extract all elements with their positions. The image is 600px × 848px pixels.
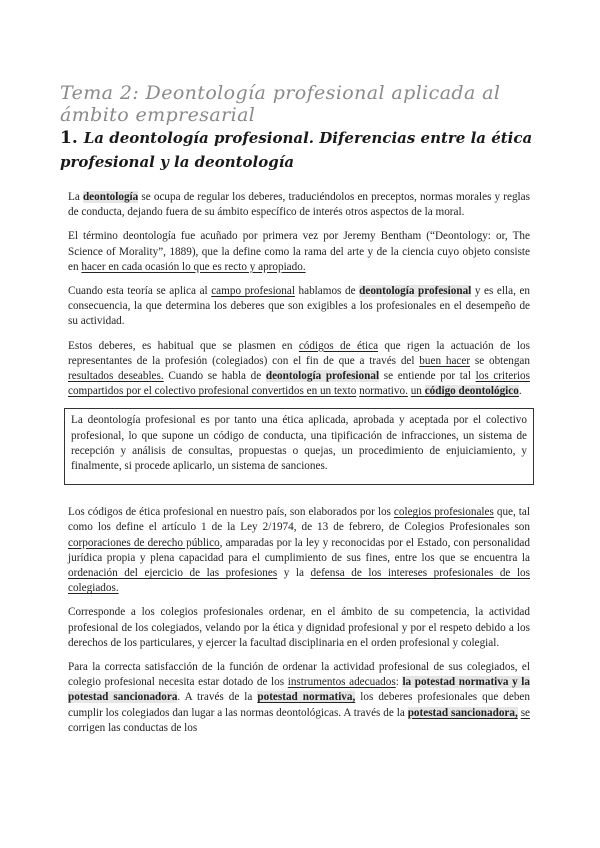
text-run: se entiende por tal [379,370,476,383]
underlined-phrase: códigos de ética [298,339,379,352]
highlight-term: potestad sancionadora, [407,706,518,719]
text-run: y es ella, en consecuencia, la que determina los deberes que son exigibles a los profesionales en el desempeño de su actividad. [68,285,531,328]
paragraph-campo-profesional [68,284,530,330]
text-run: que rigen la actuación de los representantes de la profesión (colegiados) con el fin de que a través del [68,339,530,367]
text-run: El término deontología fue acuñado por primera vez por Jeremy Bentham (“Deontology: or, The Science of Morality”, 1889), que la define como la rama del arte y de la ciencia cuyo objeto consiste en [68,230,530,273]
text-run: un [410,385,425,398]
text-run: La [68,191,83,203]
underlined-phrase: hacer en cada ocasión lo que es recto y apropiado. [81,260,306,273]
text-run: : [395,676,403,689]
underlined-phrase: los criterios compartidos por el colectivo profesional convertidos en un texto [68,370,530,398]
text-run: se ocupa de regular los deberes, traduciéndolos en preceptos, normas morales y reglas de conducta, dejando fuera de su ámbito específico de interés otros aspectos de la moral. [68,191,530,219]
highlight-term: deontología profesional [265,370,380,383]
text-run: los deberes profesionales que deben cumplir los colegiados dan lugar a las normas deontológicas. A través de la [68,691,530,719]
document-title: Tema 2: Deontología profesional aplicada al ámbito empresarial [60,82,501,126]
paragraph-codigos-etica [68,339,530,400]
underlined-phrase: colegios profesionales [393,506,494,519]
text-run: . [518,385,522,398]
text-run: Cuando se habla de [163,370,266,383]
paragraph-bentham [68,229,530,275]
text-run: Los códigos de ética profesional en nuestro país, son elaborados por los [68,506,394,519]
paragraph-deontologia-definition [68,190,530,220]
boxed-note-text: La deontología profesional es por tanto una ética aplicada, aprobada y aceptada por el colectivo profesional, lo que supone un código de conducta, una tipificación de infracciones, un sistema de recepción y análisis de consultas, propuestas o quejas, un procedimiento de enjuiciamiento, y finalmente, si procede aplicarlo, un sistema de sanciones. [71,414,527,473]
underlined-phrase: normativo. [359,385,408,398]
text-run: . A través de la [177,691,258,704]
underlined-phrase: campo profesional [211,285,295,298]
highlight-term: la potestad normativa y la potestad sancionadora [68,676,530,704]
section-number: 1. [60,128,78,148]
document-body [68,190,530,745]
highlight-term: potestad normativa, [257,691,356,704]
text-run: corrigen las conductas de los [68,721,198,734]
text-run: se obtengan [470,354,530,367]
text-run: , amparadas por la ley y reconocidas por el Estado, con personalidad jurídica propia y plena capacidad para el cumplimiento de sus fines, entre los que se encuentra la [68,536,530,564]
underlined-phrase: buen hacer [419,354,471,367]
paragraph-corresponde: Corresponde a los colegios profesionales ordenar, en el ámbito de su competencia, la actividad profesional de los colegiados, velando por la ética y dignidad profesional y por el respeto debido a los derechos de los particulares, y ejercer la facultad disciplinaria en el orden profesional y colegial. [68,606,530,649]
highlight-term: código deontológico [424,385,519,398]
highlight-term: deontología profesional [359,285,472,298]
paragraph-colegios-profesionales [68,505,530,596]
text-run: hablamos de [294,285,360,298]
underlined-phrase: defensa de los intereses profesionales de los colegiados. [68,567,530,595]
underlined-phrase: ordenación del ejercicio de las profesiones [68,567,278,580]
underlined-phrase: corporaciones de derecho público [68,536,220,549]
text-run: que, tal como los define el artículo 1 de la Ley 2/1974, de 13 de febrero, de Colegios Profesionales son [68,506,530,534]
text-run: Estos deberes, es habitual que se plasmen en [68,339,299,352]
text-run: Cuando esta teoría se aplica al [68,285,212,298]
text-run: y la [277,567,311,580]
text-run: Para la correcta satisfacción de la función de ordenar la actividad profesional de sus colegiados, el colegio profesional necesita estar dotado de los [68,661,530,689]
underlined-phrase: instrumentos adecuados [287,676,396,689]
section-heading [60,126,544,174]
highlight-term: deontología [82,191,139,203]
underlined-phrase: se [520,706,531,719]
underlined-phrase: resultados deseables. [68,370,164,383]
paragraph-potestades [68,660,530,736]
section-heading-text: La deontología profesional. Diferencias entre la ética profesional y la deontología [60,129,533,171]
boxed-note [64,408,534,485]
underlined-phrase [411,385,519,397]
